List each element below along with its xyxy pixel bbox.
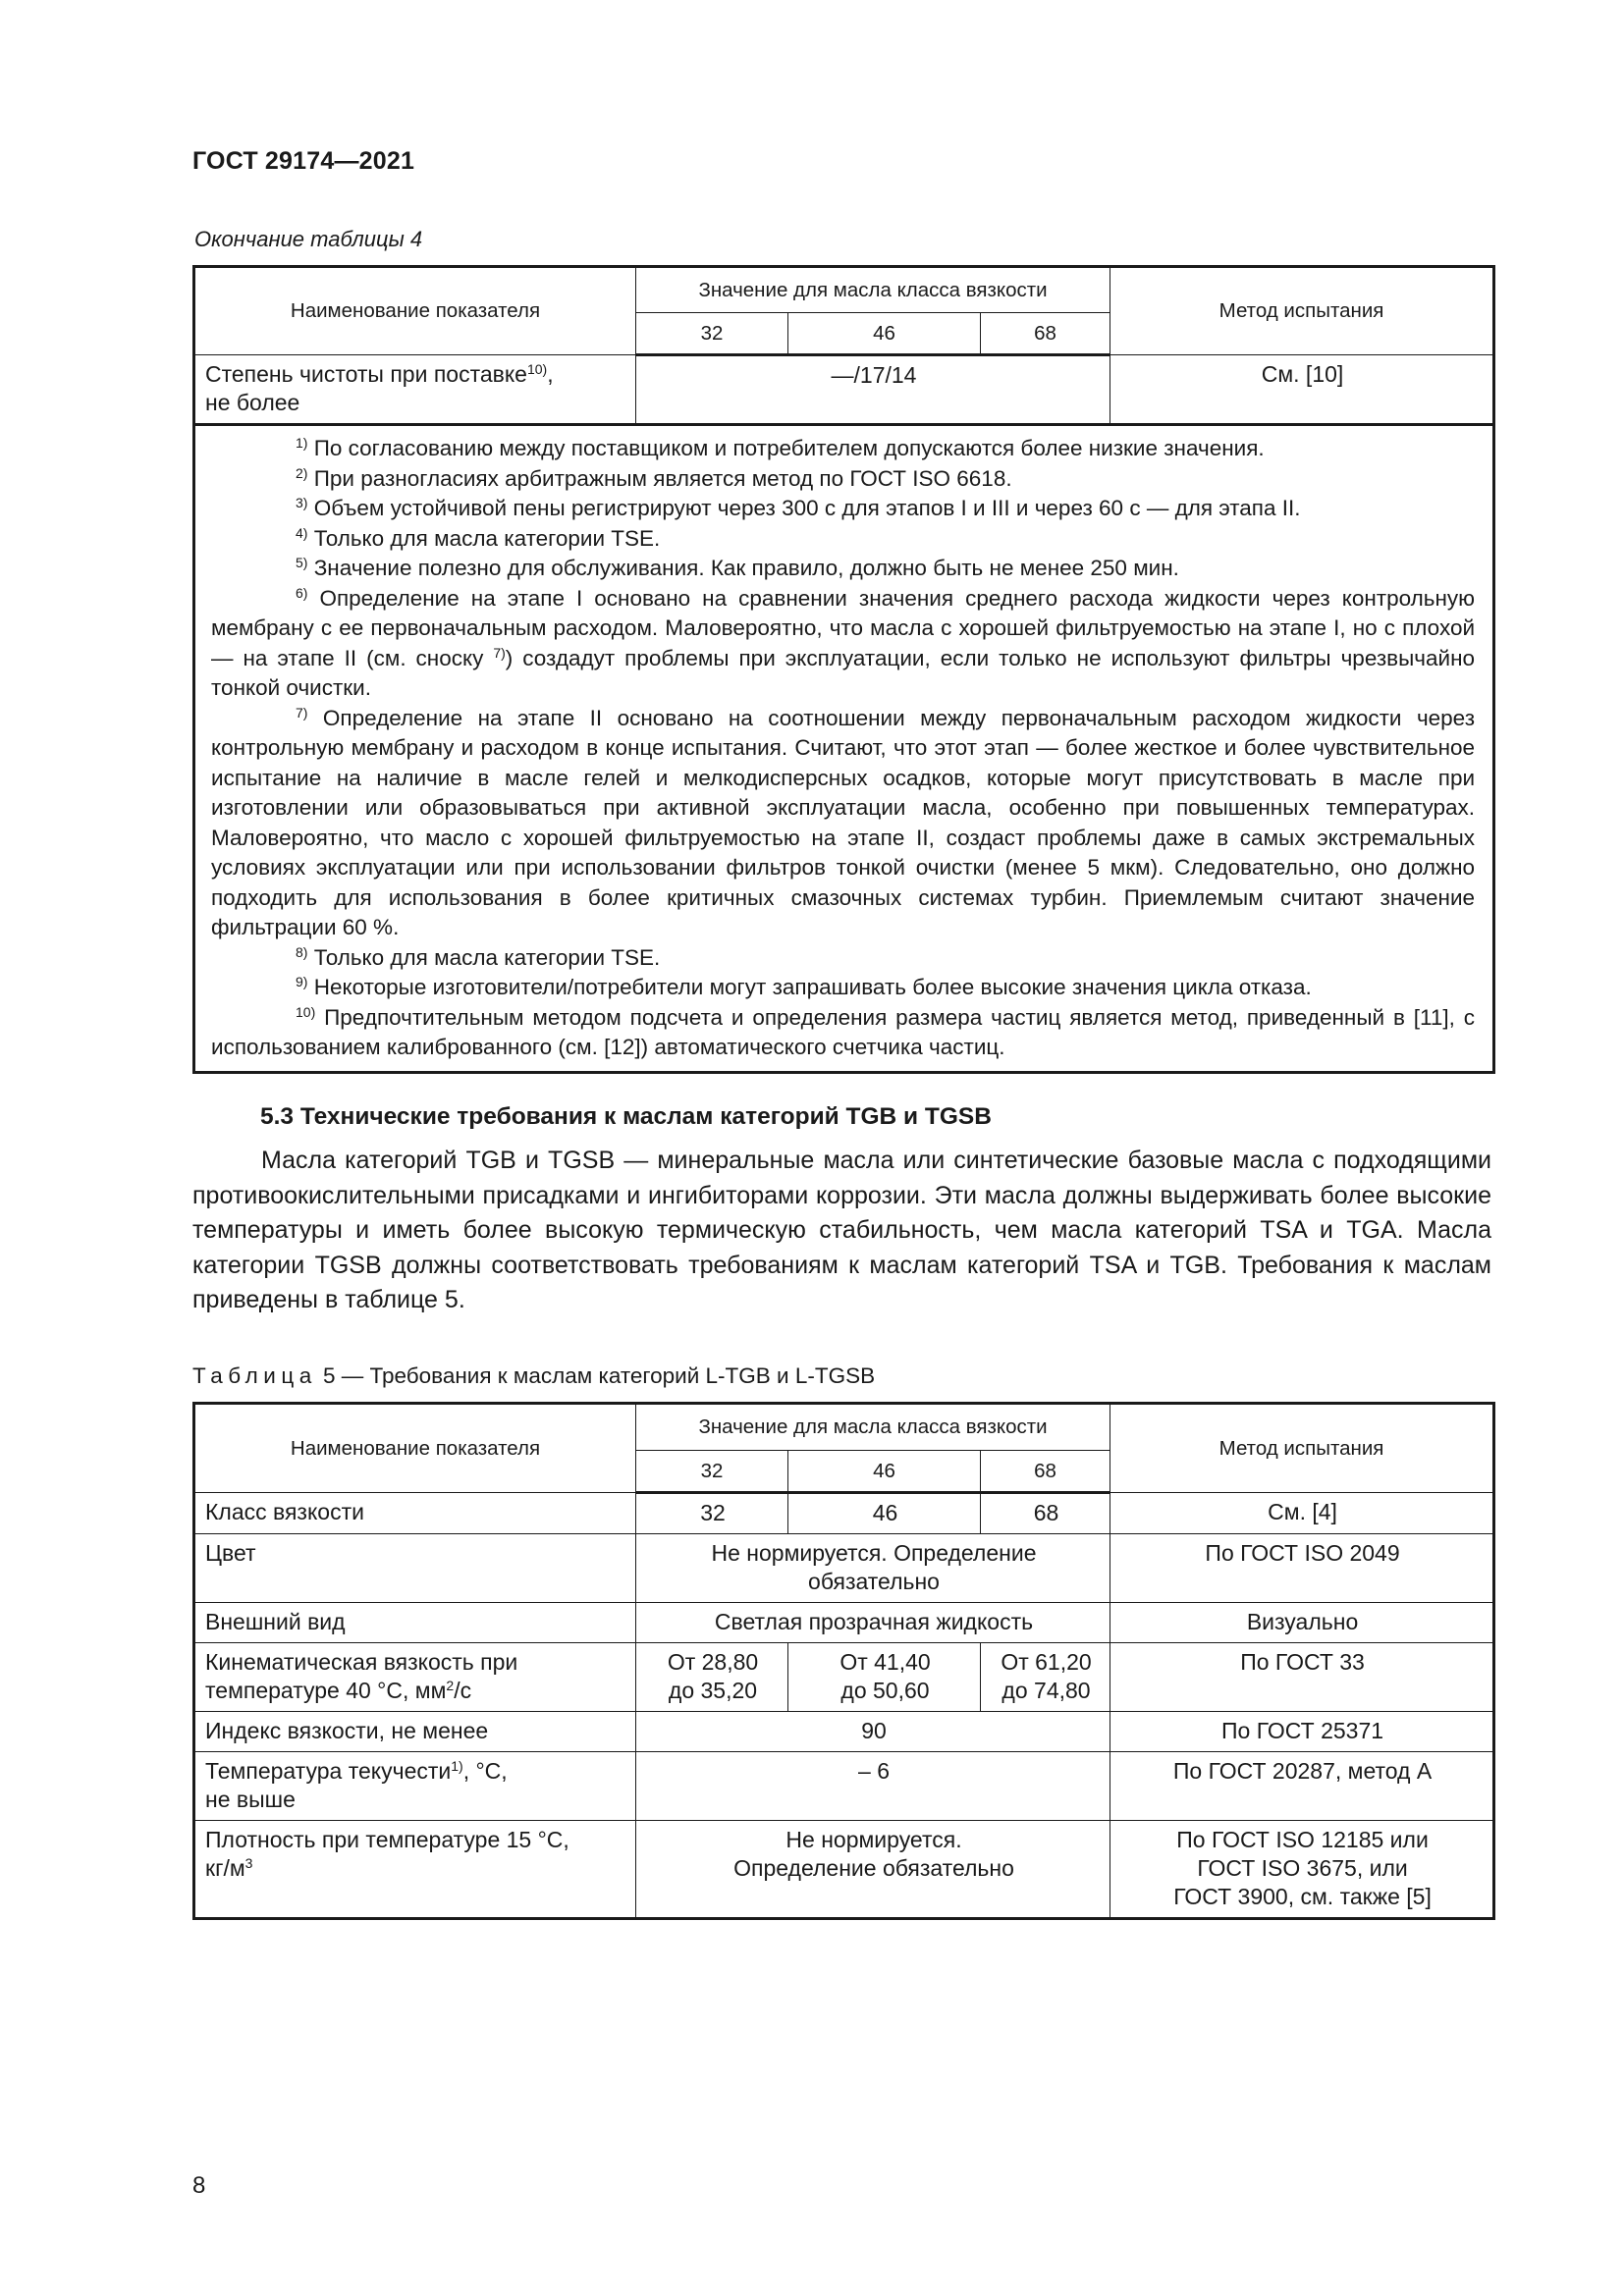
table-row — [194, 1603, 1494, 1643]
t4-header-value: Значение для масла класса вязкости — [636, 267, 1110, 313]
value-appearance: Светлая прозрачная жидкость — [636, 1603, 1110, 1643]
section-paragraph: Масла категорий TGB и TGSB — минеральные масла или синтетические базовые масла с подходящими противоокислительными присадками и ингибиторами коррозии. Эти масла должны выдерживать более высокие температуры и иметь более высокую термическую стабильность, чем масла категорий TSA и TGA. Масла категории TGSB должны соответствовать требованиям к маслам категорий TSA и TGB. Требования к маслам приведены в таблице 5. — [192, 1147, 1491, 1313]
footnote: $^{2)}$ При разногласиях арбитражным является метод по ГОСТ ISO 6618. — [296, 464, 1012, 491]
row-name-viscosity-class: Класс вязкости — [194, 1493, 636, 1534]
table-row — [194, 1821, 1494, 1919]
section-title: 5.3 Технические требования к маслам категорий TGB и TGSB — [260, 1103, 992, 1130]
row-name-kinematic: Кинематическая вязкость при температуре 40 °С, $мм^2/с$ — [194, 1643, 636, 1712]
table4 — [192, 265, 1495, 1074]
footnote: $^{9)}$ Некоторые изготовители/потребители могут запрашивать более высокие значения цикла отказа. — [296, 974, 1312, 999]
footnote: $^{3)}$ Объем устойчивой пены регистрируют через 300 с для этапов I и III и через 60 с — для этапа II. — [296, 495, 1301, 520]
t4-class-32: 32 — [636, 313, 788, 355]
t4-row-method: См. [10] — [1110, 355, 1494, 425]
method: По ГОСТ 20287, метод А — [1110, 1752, 1494, 1821]
value-68: 68 — [981, 1493, 1110, 1534]
value-viscosity-index: 90 — [636, 1712, 1110, 1752]
footnote: $^{6)}$ Определение на этапе I основано на сравнении значения среднего расхода жидкости через контрольную мембрану с ее первоначальным расходом. Маловероятно, что масла с хорошей фильтруемостью на этапе I, но с плохой — на этапе II (см. сноску $^{7)}$) создадут проблемы при эксплуатации, если только не используют фильтры чрезвычайно тонкой очистки. — [211, 584, 1476, 700]
value-32: От 28,80 до 35,20 — [636, 1643, 788, 1712]
footnote: $^{5)}$ Значение полезно для обслуживания. Как правило, должно быть не менее 250 мин. — [296, 555, 1179, 580]
value-68: От 61,20 до 74,80 — [981, 1643, 1110, 1712]
footnote: $^{1)}$ По согласованию между поставщиком и потребителем допускаются более низкие значения. — [296, 435, 1265, 460]
table4-caption: Окончание таблицы 4 — [194, 227, 423, 251]
method: Визуально — [1110, 1603, 1494, 1643]
table-row — [194, 1752, 1494, 1821]
row-name-viscosity-index: Индекс вязкости, не менее — [194, 1712, 636, 1752]
footnote: $^{7)}$ Определение на этапе II основано на соотношении между первоначальным расходом жидкости через контрольную мембрану и расходом в конце испытания. Считают, что этот этап — более жесткое и более чувствительное испытание на наличие в масле гелей и мелкодисперсных осадков, которые могут присутствовать в масле при изготовлении или образовываться при активной эксплуатации масла, особенно при повышенных температурах. Маловероятно, что масло с хорошей фильтруемостью на этапе II, создаст проблемы даже в самых экстремальных условиях эксплуатации или при использовании фильтров тонкой очистки (менее 5 мкм). Следовательно, оно должно подходить для использования в более критичных смазочных системах турбин. Приемлемым считают значение фильтрации 60 %. — [211, 704, 1476, 939]
table5 — [192, 1402, 1495, 1920]
t4-row-value: —/17/14 — [636, 355, 1110, 425]
t5-class-32: 32 — [636, 1451, 788, 1493]
t5-header-method: Метод испытания — [1110, 1404, 1494, 1493]
row-name-appearance: Внешний вид — [194, 1603, 636, 1643]
value-pour-point: – 6 — [636, 1752, 1110, 1821]
table-row — [194, 1712, 1494, 1752]
t4-footnotes — [194, 425, 1494, 1073]
value-46: От 41,40 до 50,60 — [788, 1643, 981, 1712]
t5-class-46: 46 — [788, 1451, 981, 1493]
table5-caption: Таблица 5 — Требования к маслам категорий L-TGB и L-TGSB — [192, 1363, 876, 1388]
table-row — [194, 1534, 1494, 1603]
row-name-density: Плотность при температуре 15 °С, $кг/м^3$ — [194, 1821, 636, 1919]
t4-class-68: 68 — [981, 313, 1110, 355]
method: По ГОСТ ISO 12185 или ГОСТ ISO 3675, или ГОСТ 3900, см. также [5] — [1110, 1821, 1494, 1919]
table-row — [194, 1493, 1494, 1534]
footnote: $^{8)}$ Только для масла категории TSE. — [296, 943, 661, 970]
value-32: 32 — [636, 1493, 788, 1534]
table-row — [194, 1643, 1494, 1712]
method: По ГОСТ 33 — [1110, 1643, 1494, 1712]
t5-header-value: Значение для масла класса вязкости — [636, 1404, 1110, 1451]
t4-class-46: 46 — [788, 313, 981, 355]
t4-header-name: Наименование показателя — [194, 267, 636, 355]
value-color: Не нормируется. Определение обязательно — [636, 1534, 1110, 1603]
t5-header-name: Наименование показателя — [194, 1404, 636, 1493]
page-number: 8 — [192, 2172, 206, 2199]
t4-header-method: Метод испытания — [1110, 267, 1494, 355]
row-name-pour-point: Температура текучести$^{1)}$, °С, не выше — [194, 1752, 636, 1821]
value-46: 46 — [788, 1493, 981, 1534]
footnote: $^{4)}$ Только для масла категории TSE. — [296, 524, 661, 551]
method: По ГОСТ ISO 2049 — [1110, 1534, 1494, 1603]
row-name-color: Цвет — [194, 1534, 636, 1603]
t4-row-name: Степень чистоты при поставке$^{10)}$, не более — [194, 355, 636, 425]
t5-class-68: 68 — [981, 1451, 1110, 1493]
method: По ГОСТ 25371 — [1110, 1712, 1494, 1752]
document-code: ГОСТ 29174—2021 — [192, 147, 415, 175]
method: См. [4] — [1110, 1493, 1494, 1534]
footnote: $^{10)}$ Предпочтительным методом подсчета и определения размера частиц является метод, приведенный в [11], с использованием калиброванного (см. [12]) автоматического счетчика частиц. — [211, 1003, 1476, 1059]
value-density: Не нормируется. Определение обязательно — [636, 1821, 1110, 1919]
